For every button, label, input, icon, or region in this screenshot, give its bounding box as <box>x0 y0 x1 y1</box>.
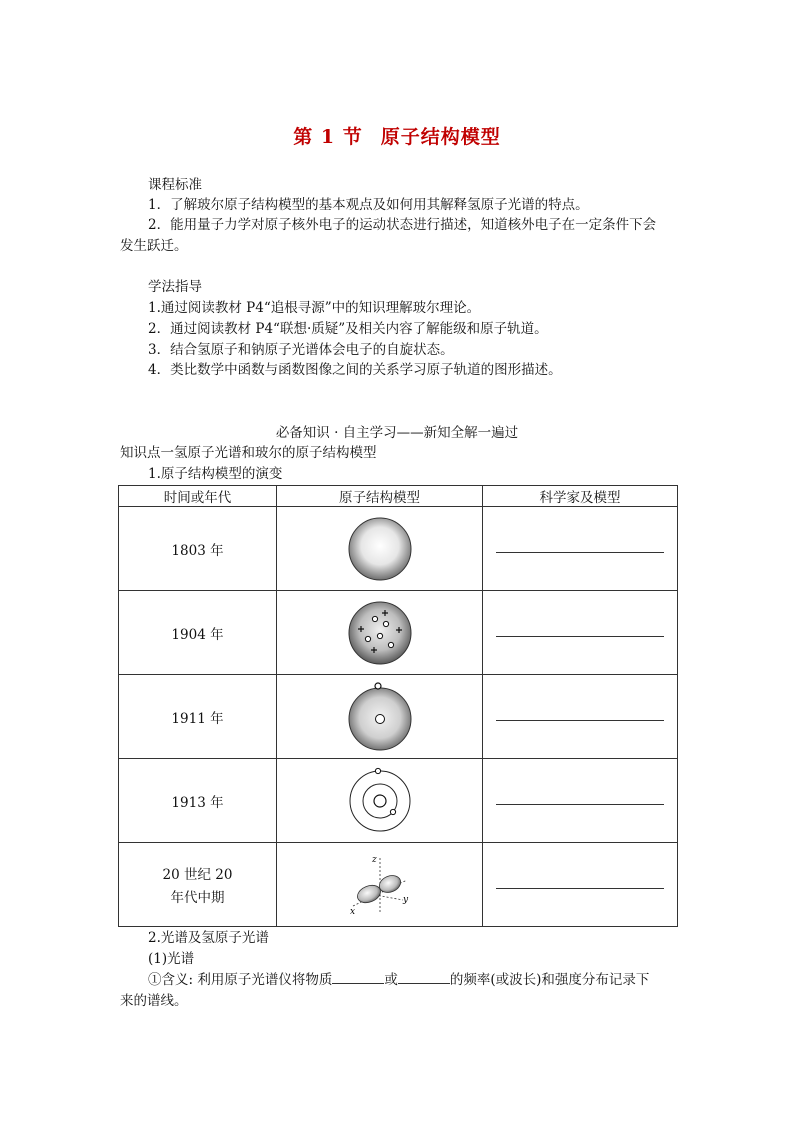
era-cell: 1803 年 <box>119 507 277 591</box>
table-row <box>119 759 678 843</box>
table-row <box>119 591 678 675</box>
header-era: 时间或年代 <box>119 486 277 507</box>
subheading-model-evolution: 1.原子结构模型的演变 <box>148 466 283 482</box>
era-cell <box>119 843 277 927</box>
table-row <box>119 843 678 927</box>
guidance-item-2: 2．通过阅读教材 P4“联想·质疑”及相关内容了解能级和原子轨道。 <box>148 321 548 337</box>
spectrum-definition-cont: 来的谱线。 <box>120 993 188 1009</box>
table-row <box>119 507 678 591</box>
scientist-answer-cell <box>483 675 678 759</box>
answer-blank[interactable] <box>496 803 664 805</box>
answer-blank[interactable] <box>496 551 664 553</box>
era-line-1: 20 世纪 20 <box>162 867 233 883</box>
definition-text-c: 的频率(或波长)和强度分布记录下 <box>449 972 650 988</box>
model-cell <box>277 507 483 591</box>
section-2-sub: (1)光谱 <box>148 951 195 967</box>
fill-blank-1[interactable] <box>332 971 384 984</box>
axis-z-label: z <box>371 854 377 865</box>
era-cell: 1911 年 <box>119 675 277 759</box>
axis-x-label: x <box>349 906 355 917</box>
scientist-answer-cell <box>483 843 678 927</box>
knowledge-point-heading: 知识点一氢原子光谱和玻尔的原子结构模型 <box>120 445 377 461</box>
guidance-item-4: 4．类比数学中函数与函数图像之间的关系学习原子轨道的图形描述。 <box>148 362 562 378</box>
model-cell <box>277 675 483 759</box>
table-row <box>119 675 678 759</box>
title-section-number: 第 1 节 <box>293 126 363 148</box>
header-model: 原子结构模型 <box>277 486 483 507</box>
standards-item-2-cont: 发生跃迁。 <box>120 238 188 254</box>
bohr-orbit-icon <box>344 765 416 837</box>
scientist-answer-cell <box>483 759 678 843</box>
era-cell: 1913 年 <box>119 759 277 843</box>
definition-text-b: 或 <box>384 972 398 988</box>
nuclear-model-icon <box>345 680 415 754</box>
table-header-row <box>119 486 678 507</box>
era-cell: 1904 年 <box>119 591 277 675</box>
title-topic: 原子结构模型 <box>380 126 501 148</box>
guidance-item-3: 3．结合氢原子和钠原子光谱体会电子的自旋状态。 <box>148 342 454 358</box>
guidance-heading: 学法指导 <box>148 279 202 295</box>
model-cell <box>277 843 483 927</box>
section-2-heading: 2.光谱及氢原子光谱 <box>148 930 269 946</box>
model-cell <box>277 759 483 843</box>
answer-blank[interactable] <box>496 635 664 637</box>
era-line-2: 年代中期 <box>170 890 225 906</box>
scientist-answer-cell <box>483 507 678 591</box>
section-banner: 必备知识 · 自主学习——新知全解一遍过 <box>275 425 519 441</box>
model-cell <box>277 591 483 675</box>
header-scientist: 科学家及模型 <box>483 486 678 507</box>
definition-text-a: ①含义: 利用原子光谱仪将物质 <box>148 972 333 988</box>
plum-pudding-icon <box>345 598 415 668</box>
solid-sphere-icon <box>345 514 415 584</box>
scientist-answer-cell <box>483 591 678 675</box>
standards-item-2: 2．能用量子力学对原子核外电子的运动状态进行描述，知道核外电子在一定条件下会 <box>148 217 657 233</box>
fill-blank-2[interactable] <box>398 971 450 984</box>
spectrum-definition-line <box>148 970 649 990</box>
standards-item-1: 1．了解玻尔原子结构模型的基本观点及如何用其解释氢原子光谱的特点。 <box>148 197 589 213</box>
answer-blank[interactable] <box>496 887 664 889</box>
p-orbital-icon <box>345 852 415 918</box>
axis-y-label: y <box>402 894 408 905</box>
model-evolution-table <box>118 485 678 927</box>
guidance-item-1: 1.通过阅读教材 P4“追根寻源”中的知识理解玻尔理论。 <box>148 300 481 316</box>
answer-blank[interactable] <box>496 719 664 721</box>
standards-heading: 课程标准 <box>148 177 202 193</box>
page-title <box>0 122 794 149</box>
